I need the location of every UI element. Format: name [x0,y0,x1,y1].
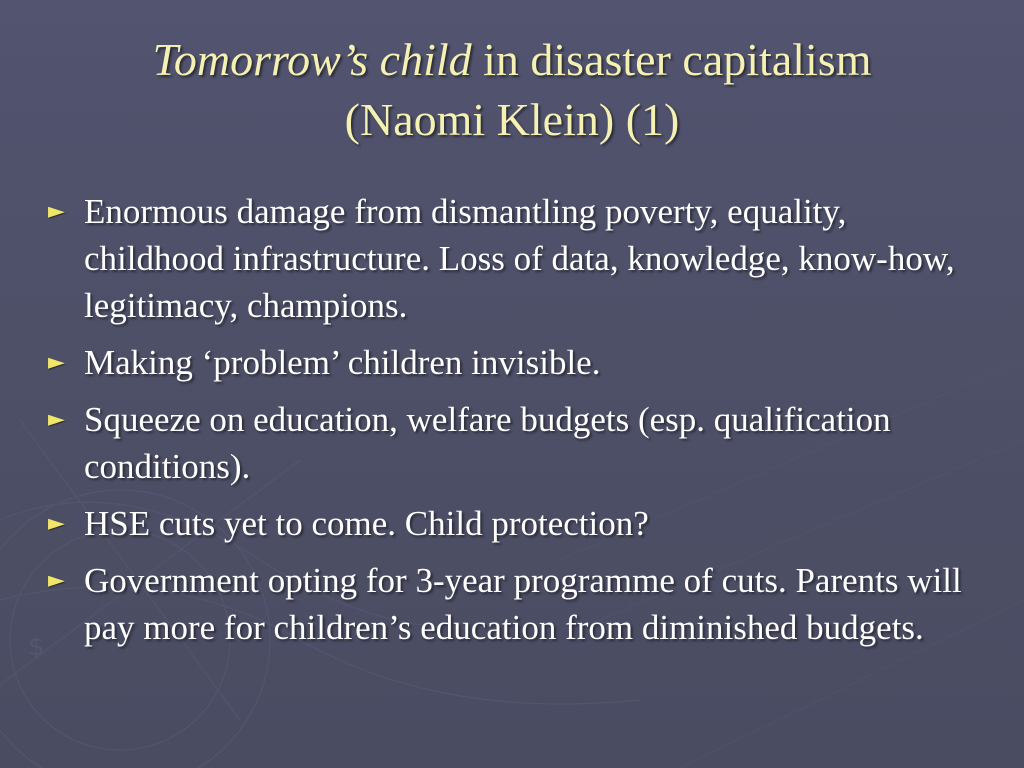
bullet-text: HSE cuts yet to come. Child protection? [84,504,649,543]
bullet-text: Making ‘problem’ children invisible. [84,343,601,382]
bullet-item [46,557,976,651]
slide-title [40,30,984,150]
title-line-2: (Naomi Klein) (1) [344,94,680,145]
right-pointer-icon: ► [48,199,65,224]
bullet-list [46,188,976,661]
dollar-watermark-glyph: $ [28,632,45,662]
right-pointer-icon: ► [48,407,65,432]
right-pointer-icon: ► [48,350,65,375]
title-italic-part: Tomorrow’s child [152,34,472,85]
title-rest-part: in disaster capitalism [471,34,872,85]
bullet-item [46,188,976,329]
right-pointer-icon: ► [48,568,65,593]
right-pointer-icon: ► [48,511,65,536]
bullet-text: Squeeze on education, welfare budgets (esp. qualification conditions). [84,400,891,486]
bullet-text: Government opting for 3-year programme of cuts. Parents will pay more for children’s education from diminished budgets. [84,561,962,647]
bullet-item [46,500,976,547]
bullet-item [46,396,976,490]
bullet-text: Enormous damage from dismantling poverty, equality, childhood infrastructure. Loss of data, knowledge, know-how, legitimacy, champions. [84,192,955,325]
title-line-1 [153,34,872,85]
bullet-item [46,339,976,386]
